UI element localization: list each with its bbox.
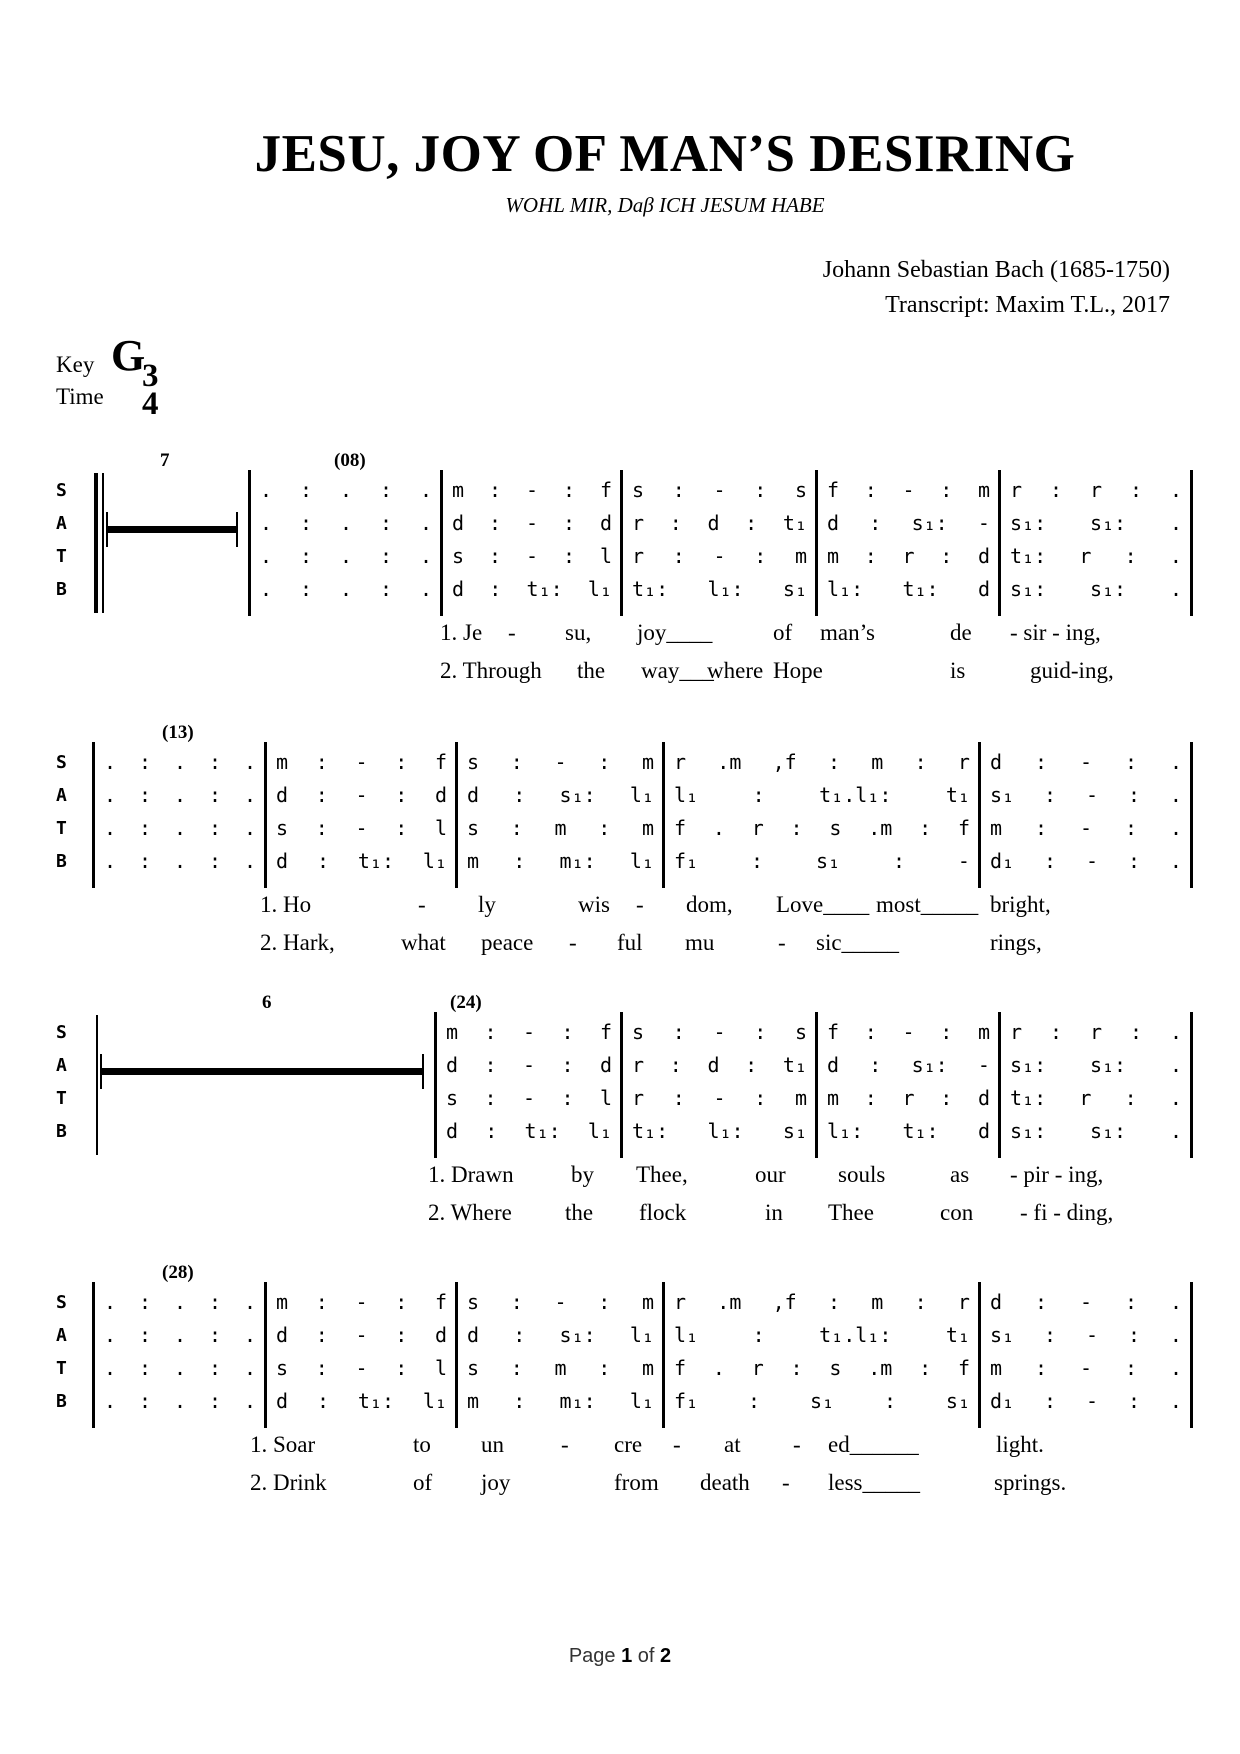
lyric-word: - — [778, 930, 786, 955]
barline — [248, 470, 251, 616]
lyric-word: the — [577, 658, 606, 683]
solfa-cell: l₁: t₁: d — [827, 577, 990, 601]
solfa-cell: d : t₁: l₁ — [446, 1119, 612, 1143]
solfa-cell: d : - : d — [446, 1053, 612, 1077]
solfa-cell: d : - : . — [990, 750, 1182, 774]
barline — [440, 470, 443, 616]
lyric-word: man’s — [820, 620, 875, 645]
multi-rest-tick — [236, 512, 238, 547]
voice-label-a: A — [56, 1055, 67, 1076]
lyric-word: flock — [639, 1200, 687, 1225]
solfa-cell: . : . : . — [104, 750, 256, 774]
barline — [1190, 742, 1193, 888]
solfa-cell: s : - : m — [467, 750, 654, 774]
solfa-cell: m : r : d — [827, 544, 990, 568]
barline — [662, 742, 665, 888]
barline — [1190, 1282, 1193, 1428]
solfa-cell: d : s₁: l₁ — [467, 783, 654, 807]
solfa-cell: s : m : m — [467, 1356, 654, 1380]
page-total: 2 — [660, 1645, 672, 1667]
voice-label-t: T — [56, 546, 67, 567]
lyric-word: - — [561, 1432, 569, 1457]
lyric-word: Thee, — [636, 1162, 688, 1187]
lyric-word: - — [569, 930, 577, 955]
solfa-cell: l₁ : t₁.l₁: t₁ — [674, 1323, 970, 1347]
solfa-cell: d₁ : - : . — [990, 1389, 1182, 1413]
solfa-cell: f . r : s .m : f — [674, 816, 970, 840]
lyric-word: sic_____ — [816, 930, 900, 955]
time-label: Time — [56, 384, 104, 409]
voice-label-b: B — [56, 1391, 67, 1412]
lyric-word: most_____ — [876, 892, 979, 917]
lyric-word: 2. Through — [440, 658, 542, 683]
lyric-word: con — [940, 1200, 974, 1225]
solfa-cell: r : - : m — [632, 544, 807, 568]
solfa-cell: m : - : f — [452, 478, 612, 502]
voice-label-a: A — [56, 785, 67, 806]
voice-label-s: S — [56, 480, 67, 501]
lyric-word: ly — [478, 892, 496, 917]
lyric-word: rings, — [990, 930, 1042, 955]
voice-label-t: T — [56, 1358, 67, 1379]
solfa-cell: t₁: l₁: s₁ — [632, 1119, 807, 1143]
solfa-cell: t₁: r : . — [1010, 1086, 1182, 1110]
solfa-cell: m : m₁: l₁ — [467, 1389, 654, 1413]
solfa-cell: . : . : . — [104, 1323, 256, 1347]
voice-label-b: B — [56, 1121, 67, 1142]
lyric-word: - — [508, 620, 516, 645]
solfa-cell: t₁: l₁: s₁ — [632, 577, 807, 601]
lyric-word: mu — [685, 930, 715, 955]
solfa-cell: s : - : l — [446, 1086, 612, 1110]
lyric-word: Thee — [828, 1200, 874, 1225]
solfa-cell: l₁ : t₁.l₁: t₁ — [674, 783, 970, 807]
transcript-credit: Transcript: Maxim T.L., 2017 — [885, 292, 1170, 318]
barline — [455, 1282, 458, 1428]
multi-rest-line — [106, 526, 238, 533]
solfa-cell: d : - : d — [452, 511, 612, 535]
solfa-cell: d : - : . — [990, 1290, 1182, 1314]
barline — [620, 1012, 623, 1158]
solfa-cell: . : . : . — [104, 1290, 256, 1314]
solfa-cell: f . r : s .m : f — [674, 1356, 970, 1380]
measure-number: (28) — [162, 1262, 194, 1283]
lyric-word: su, — [565, 620, 592, 645]
measure-number: (24) — [450, 992, 482, 1013]
lyric-word: 2. Where — [428, 1200, 512, 1225]
barline — [662, 1282, 665, 1428]
solfa-cell: s : - : s — [632, 1020, 807, 1044]
lyric-word: is — [950, 658, 966, 683]
lyric-word: un — [481, 1432, 504, 1457]
page-subtitle: WOHL MIR, Daβ ICH JESUM HABE — [505, 193, 825, 217]
page-of: of — [637, 1645, 655, 1667]
barline — [92, 742, 95, 888]
lyric-word: bright, — [990, 892, 1051, 917]
solfa-cell: m : - : f — [446, 1020, 612, 1044]
lyric-word: our — [755, 1162, 786, 1187]
solfa-cell: s : - : l — [276, 816, 447, 840]
lyric-word: de — [950, 620, 972, 645]
voice-label-t: T — [56, 1088, 67, 1109]
lyric-word: - — [673, 1432, 681, 1457]
solfa-cell: s₁ : - : . — [990, 783, 1182, 807]
solfa-cell: s : - : l — [276, 1356, 447, 1380]
lyric-word: guid-ing, — [1030, 658, 1114, 683]
lyric-word: ed______ — [828, 1432, 919, 1457]
solfa-cell: m : - : . — [990, 1356, 1182, 1380]
double-bar-left — [96, 1015, 98, 1155]
solfa-cell: d : t₁: l₁ — [276, 1389, 447, 1413]
solfa-cell: m : - : . — [990, 816, 1182, 840]
lyric-word: joy____ — [637, 620, 713, 645]
solfa-cell: s₁: s₁: . — [1010, 577, 1182, 601]
lyric-word: less_____ — [828, 1470, 920, 1495]
solfa-cell: . : . : . — [260, 577, 432, 601]
solfa-cell: . : . : . — [260, 511, 432, 535]
solfa-cell: r : r : . — [1010, 478, 1182, 502]
lyric-word: - pir - ing, — [1010, 1162, 1104, 1187]
barline — [998, 470, 1001, 616]
solfa-cell: d₁ : - : . — [990, 849, 1182, 873]
lyric-word: in — [765, 1200, 783, 1225]
solfa-cell: t₁: r : . — [1010, 544, 1182, 568]
solfa-cell: r : d : t₁ — [632, 1053, 807, 1077]
multi-rest-tick — [106, 512, 108, 547]
barline — [1190, 470, 1193, 616]
solfa-cell: d : - : d — [276, 783, 447, 807]
voice-label-s: S — [56, 1292, 67, 1313]
time-signature — [142, 358, 159, 422]
lyric-word: as — [950, 1162, 970, 1187]
lyric-word: Hope — [773, 658, 823, 683]
time-bottom: 4 — [142, 386, 159, 422]
lyric-word: 1. Ho — [260, 892, 312, 917]
solfa-cell: s : - : s — [632, 478, 807, 502]
solfa-cell: r : d : t₁ — [632, 511, 807, 535]
barline — [978, 1282, 981, 1428]
time-top: 3 — [142, 358, 159, 394]
solfa-cell: m : m₁: l₁ — [467, 849, 654, 873]
solfa-cell: d : s₁: - — [827, 1053, 990, 1077]
multi-rest-tick — [422, 1054, 424, 1089]
voice-label-b: B — [56, 851, 67, 872]
multi-rest-line — [100, 1068, 424, 1075]
page-label: Page — [568, 1645, 616, 1667]
solfa-cell: r .m ,f : m : r — [674, 750, 970, 774]
solfa-cell: s₁: s₁: . — [1010, 1053, 1182, 1077]
barline — [620, 470, 623, 616]
measure-number: (13) — [162, 722, 194, 743]
page-title: JESU, JOY OF MAN’S DESIRING — [254, 125, 1076, 183]
double-bar-left — [102, 473, 104, 613]
lyric-word: - — [636, 892, 644, 917]
page-footer — [0, 1645, 1240, 1668]
barline — [978, 742, 981, 888]
barline — [815, 1012, 818, 1158]
solfa-cell: f : - : m — [827, 1020, 990, 1044]
solfa-cell: d : t₁: l₁ — [276, 849, 447, 873]
lyric-word: - — [782, 1470, 790, 1495]
barline — [1190, 1012, 1193, 1158]
barline — [264, 1282, 267, 1428]
key-label: Key — [56, 352, 95, 377]
lyric-word: dom, — [686, 892, 733, 917]
voice-label-b: B — [56, 579, 67, 600]
solfa-cell: m : - : f — [276, 1290, 447, 1314]
multi-rest-count: 6 — [262, 992, 272, 1013]
lyric-word: - — [793, 1432, 801, 1457]
key-value: G — [111, 331, 146, 380]
solfa-cell: d : s₁: - — [827, 511, 990, 535]
multi-rest-count: 7 — [160, 450, 170, 471]
lyric-word: to — [413, 1432, 431, 1457]
solfa-cell: f₁ : s₁ : - — [674, 849, 970, 873]
lyric-word: death — [700, 1470, 750, 1495]
lyric-word: 2. Hark, — [260, 930, 335, 955]
composer: Johann Sebastian Bach (1685-1750) — [822, 257, 1170, 283]
solfa-cell: . : . : . — [104, 1356, 256, 1380]
voice-label-a: A — [56, 1325, 67, 1346]
solfa-cell: f₁ : s₁ : s₁ — [674, 1389, 970, 1413]
lyric-word: way___ — [641, 658, 714, 683]
lyric-word: by — [571, 1162, 594, 1187]
solfa-cell: r .m ,f : m : r — [674, 1290, 970, 1314]
solfa-cell: r : r : . — [1010, 1020, 1182, 1044]
solfa-cell: . : . : . — [104, 816, 256, 840]
barline — [998, 1012, 1001, 1158]
lyric-word: - fi - ding, — [1020, 1200, 1114, 1225]
solfa-cell: f : - : m — [827, 478, 990, 502]
voice-label-a: A — [56, 513, 67, 534]
lyric-word: where — [707, 658, 764, 683]
double-bar-left — [94, 473, 98, 613]
solfa-cell: s₁: s₁: . — [1010, 1119, 1182, 1143]
lyric-word: joy — [481, 1470, 511, 1495]
lyric-word: cre — [614, 1432, 643, 1457]
barline — [434, 1012, 437, 1158]
barline — [92, 1282, 95, 1428]
lyric-word: 1. Drawn — [428, 1162, 514, 1187]
lyric-word: from — [614, 1470, 659, 1495]
barline — [815, 470, 818, 616]
barline — [455, 742, 458, 888]
lyric-word: what — [401, 930, 446, 955]
solfa-cell: s : - : l — [452, 544, 612, 568]
solfa-cell: d : - : d — [276, 1323, 447, 1347]
solfa-cell: m : - : f — [276, 750, 447, 774]
lyric-word: - — [418, 892, 426, 917]
solfa-cell: s : m : m — [467, 816, 654, 840]
solfa-cell: l₁: t₁: d — [827, 1119, 990, 1143]
lyric-word: springs. — [994, 1470, 1067, 1495]
lyric-word: peace — [481, 930, 534, 955]
solfa-cell: . : . : . — [260, 544, 432, 568]
lyric-word: souls — [838, 1162, 886, 1187]
solfa-cell: d : t₁: l₁ — [452, 577, 612, 601]
lyric-word: wis — [578, 892, 610, 917]
lyric-word: of — [413, 1470, 433, 1495]
lyric-word: light. — [996, 1432, 1044, 1457]
lyric-word: 1. Je — [440, 620, 483, 645]
barline — [264, 742, 267, 888]
solfa-cell: . : . : . — [260, 478, 432, 502]
lyric-word: ful — [617, 930, 643, 955]
solfa-cell: m : r : d — [827, 1086, 990, 1110]
lyric-word: 1. Soar — [250, 1432, 316, 1457]
lyric-word: the — [565, 1200, 594, 1225]
solfa-cell: s : - : m — [467, 1290, 654, 1314]
solfa-cell: s₁: s₁: . — [1010, 511, 1182, 535]
lyric-word: Love____ — [776, 892, 870, 917]
solfa-cell: r : - : m — [632, 1086, 807, 1110]
lyric-word: - sir - ing, — [1010, 620, 1101, 645]
lyric-word: of — [773, 620, 793, 645]
solfa-cell: . : . : . — [104, 849, 256, 873]
solfa-cell: . : . : . — [104, 783, 256, 807]
lyric-word: at — [724, 1432, 741, 1457]
lyric-word: 2. Drink — [250, 1470, 327, 1495]
voice-label-s: S — [56, 1022, 67, 1043]
voice-label-t: T — [56, 818, 67, 839]
solfa-cell: . : . : . — [104, 1389, 256, 1413]
measure-number: (08) — [334, 450, 366, 471]
multi-rest-tick — [100, 1054, 102, 1089]
page-current: 1 — [621, 1645, 633, 1667]
solfa-cell: s₁ : - : . — [990, 1323, 1182, 1347]
voice-label-s: S — [56, 752, 67, 773]
solfa-cell: d : s₁: l₁ — [467, 1323, 654, 1347]
